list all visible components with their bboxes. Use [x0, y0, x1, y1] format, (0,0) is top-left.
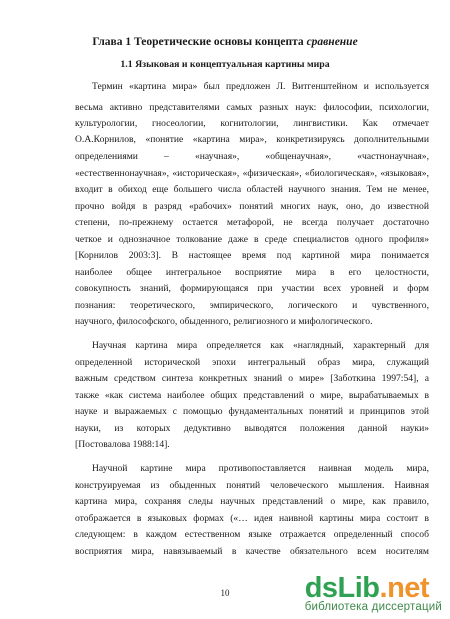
text-line: [Постовалова 1988:14].	[75, 439, 170, 450]
text-line: Термин «картина мира» был предложен Л. Витгенштейном и используется	[92, 81, 429, 92]
text-line: конструируемая из обыденных понятий человеческого мышления. Наивная	[75, 480, 429, 491]
text-line: четкое и однозначное толкование даже в среде специалистов одного профиля»	[75, 234, 429, 245]
text-line: Научная картина мира определяется как «наглядный, характерный для	[92, 340, 429, 351]
text-line: прочно войдя в разряд «рабочих» понятий многих наук, оно, до известной	[75, 201, 429, 212]
chapter-title-emphasis: сравнение	[306, 36, 358, 48]
text-line: определениями – «научная», «общенаучная», «частнонаучная»,	[75, 151, 429, 162]
text-line: входит в обиход еще большего числа областей научного знания. Тем не менее,	[75, 184, 429, 195]
chapter-title	[0, 36, 450, 48]
text-line: отображается в языковых формах («… идея наивной картины мира состоит в	[75, 513, 429, 524]
text-line: весьма активно представителями самых разных наук: философии, психологии,	[75, 102, 429, 113]
watermark-subtitle: библиотека диссертаций	[304, 601, 442, 613]
text-line: следующем: в каждом естественном языке отражается определенный способ	[75, 529, 429, 540]
text-line: степени, по-прежнему остается метафорой, не всегда получает достаточно	[75, 217, 429, 228]
text-line: культурологии, гносеологии, когнитологии, лингвистики. Как отмечает	[75, 118, 429, 129]
watermark-logo-tld: .net	[379, 572, 430, 604]
section-title: 1.1 Языковая и концептуальная картины мира	[120, 59, 330, 70]
text-line: наиболее общее интегральное восприятие мира в его целостности,	[75, 267, 429, 278]
text-line: научного, философского, обыденного, религиозного и мифологического.	[75, 316, 373, 327]
text-line: О.А.Корнилов, «понятие «картина мира», конкретизируясь дополнительными	[75, 134, 429, 145]
text-line: науки, из которых дедуктивно выводятся положения данной науки»	[75, 423, 429, 434]
text-line: также «как система наиболее общих представлений о мире, вырабатываемых в	[75, 390, 429, 401]
text-line: картина мира, сохраняя следы научных представлений о мире, как правило,	[75, 496, 429, 507]
text-line: науке и выражаемых с помощью фундаментальных понятий и принципов этой	[75, 406, 429, 417]
text-line: определенной исторической эпохи интегральный образ мира, служащий	[75, 357, 429, 368]
text-line: «естественнонаучная», «историческая», «физическая», «биологическая», «языковая»,	[75, 168, 429, 179]
text-line: Научной картине мира противопоставляется наивная модель мира,	[92, 463, 429, 474]
watermark-logo	[305, 573, 442, 603]
text-line: [Корнилов 2003:3]. В настоящее время под картиной мира понимается	[75, 250, 429, 261]
chapter-title-text: Глава 1 Теоретические основы концепта	[92, 36, 304, 48]
text-line: познания: теоретического, эмпирического, логического и чувственного,	[75, 300, 429, 311]
watermark	[305, 573, 442, 613]
text-line: восприятия мира, навязываемый в качестве обязательного всем носителям	[75, 546, 429, 557]
watermark-logo-main: dsLib	[304, 572, 380, 604]
page-number: 10	[220, 588, 230, 598]
text-line: важным средством синтеза конкретных знаний о мире» [Заботкина 1997:54], а	[75, 373, 429, 384]
text-line: совокупность знаний, формирующаяся при участии всех уровней и форм	[75, 283, 429, 294]
